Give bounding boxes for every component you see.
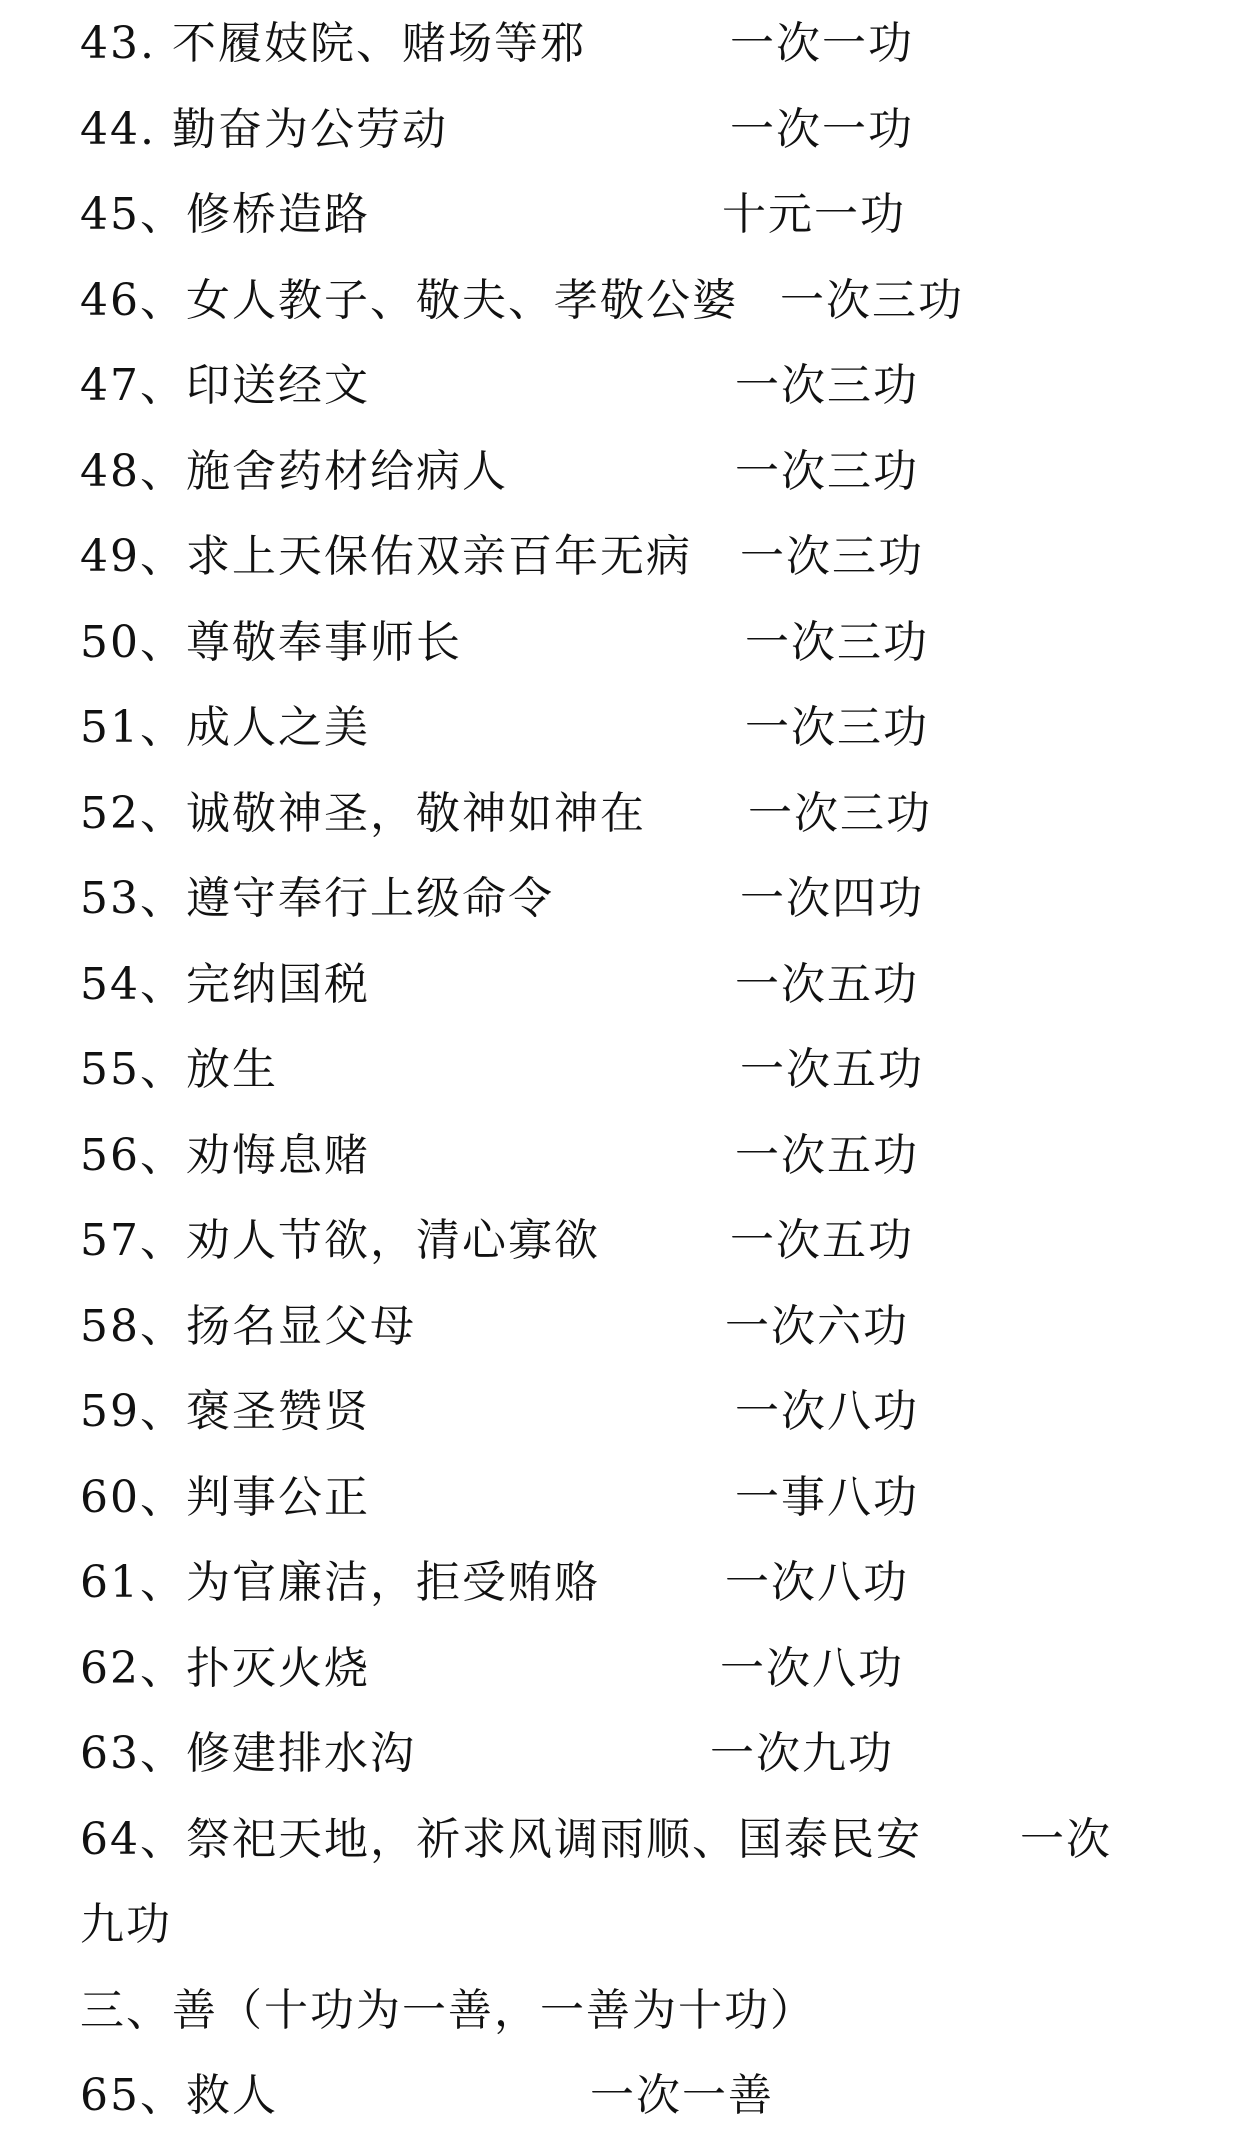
item-text: 54、完纳国税 <box>80 959 370 1010</box>
item-text: 56、劝悔息赌 <box>80 1130 370 1181</box>
item-merit: 一次八功 <box>735 1386 919 1437</box>
item-merit: 一次三功 <box>748 788 932 839</box>
item-merit: 一次三功 <box>735 446 919 497</box>
item-merit: 一次五功 <box>730 1215 914 1266</box>
item-merit: 一次三功 <box>745 617 929 668</box>
item-merit: 一次五功 <box>735 1130 919 1181</box>
item-text: 61、为官廉洁，拒受贿赂 <box>80 1557 600 1608</box>
item-merit: 一次八功 <box>725 1557 909 1608</box>
item-text: 48、施舍药材给病人 <box>80 446 508 497</box>
item-merit: 一次四功 <box>740 873 924 924</box>
item-text: 44. 勤奋为公劳动 <box>80 104 448 155</box>
item-text: 58、扬名显父母 <box>80 1301 416 1352</box>
item-text: 47、印送经文 <box>80 360 370 411</box>
item-merit: 一次五功 <box>740 1044 924 1095</box>
item-merit: 一次三功 <box>745 702 929 753</box>
item-text: 59、褒圣赞贤 <box>80 1386 370 1437</box>
item-text: 51、成人之美 <box>80 702 370 753</box>
item-text: 65、救人 <box>80 2070 278 2121</box>
item-text: 50、尊敬奉事师长 <box>80 617 462 668</box>
section-heading-text: 三、善（十功为一善，一善为十功） <box>80 1985 816 2036</box>
item-text: 60、判事公正 <box>80 1472 370 1523</box>
item-merit: 一次三功 <box>740 531 924 582</box>
item-text: 62、扑灭火烧 <box>80 1643 370 1694</box>
item-merit: 一次三功 <box>735 360 919 411</box>
item-text: 53、遵守奉行上级命令 <box>80 873 554 924</box>
item-text: 45、修桥造路 <box>80 189 370 240</box>
item-merit: 一次一功 <box>730 18 914 69</box>
item-merit: 一事八功 <box>735 1472 919 1523</box>
item-merit: 一次 <box>1020 1814 1112 1865</box>
continuation-text: 九功 <box>80 1899 172 1950</box>
item-text: 49、求上天保佑双亲百年无病 <box>80 531 692 582</box>
item-merit: 一次五功 <box>735 959 919 1010</box>
item-text: 55、放生 <box>80 1044 278 1095</box>
item-merit: 一次八功 <box>720 1643 904 1694</box>
item-text: 43. 不履妓院、赌场等邪 <box>80 18 586 69</box>
item-text: 57、劝人节欲，清心寡欲 <box>80 1215 600 1266</box>
item-merit: 一次三功 <box>780 275 964 326</box>
item-merit: 十元一功 <box>722 189 906 240</box>
item-text: 64、祭祀天地，祈求风调雨顺、国泰民安 <box>80 1814 922 1865</box>
item-text: 63、修建排水沟 <box>80 1728 416 1779</box>
item-text: 52、诚敬神圣，敬神如神在 <box>80 788 646 839</box>
item-merit: 一次一功 <box>730 104 914 155</box>
item-text: 46、女人教子、敬夫、孝敬公婆 <box>80 275 738 326</box>
item-merit: 一次九功 <box>710 1728 894 1779</box>
item-merit: 一次一善 <box>590 2070 774 2121</box>
item-merit: 一次六功 <box>725 1301 909 1352</box>
